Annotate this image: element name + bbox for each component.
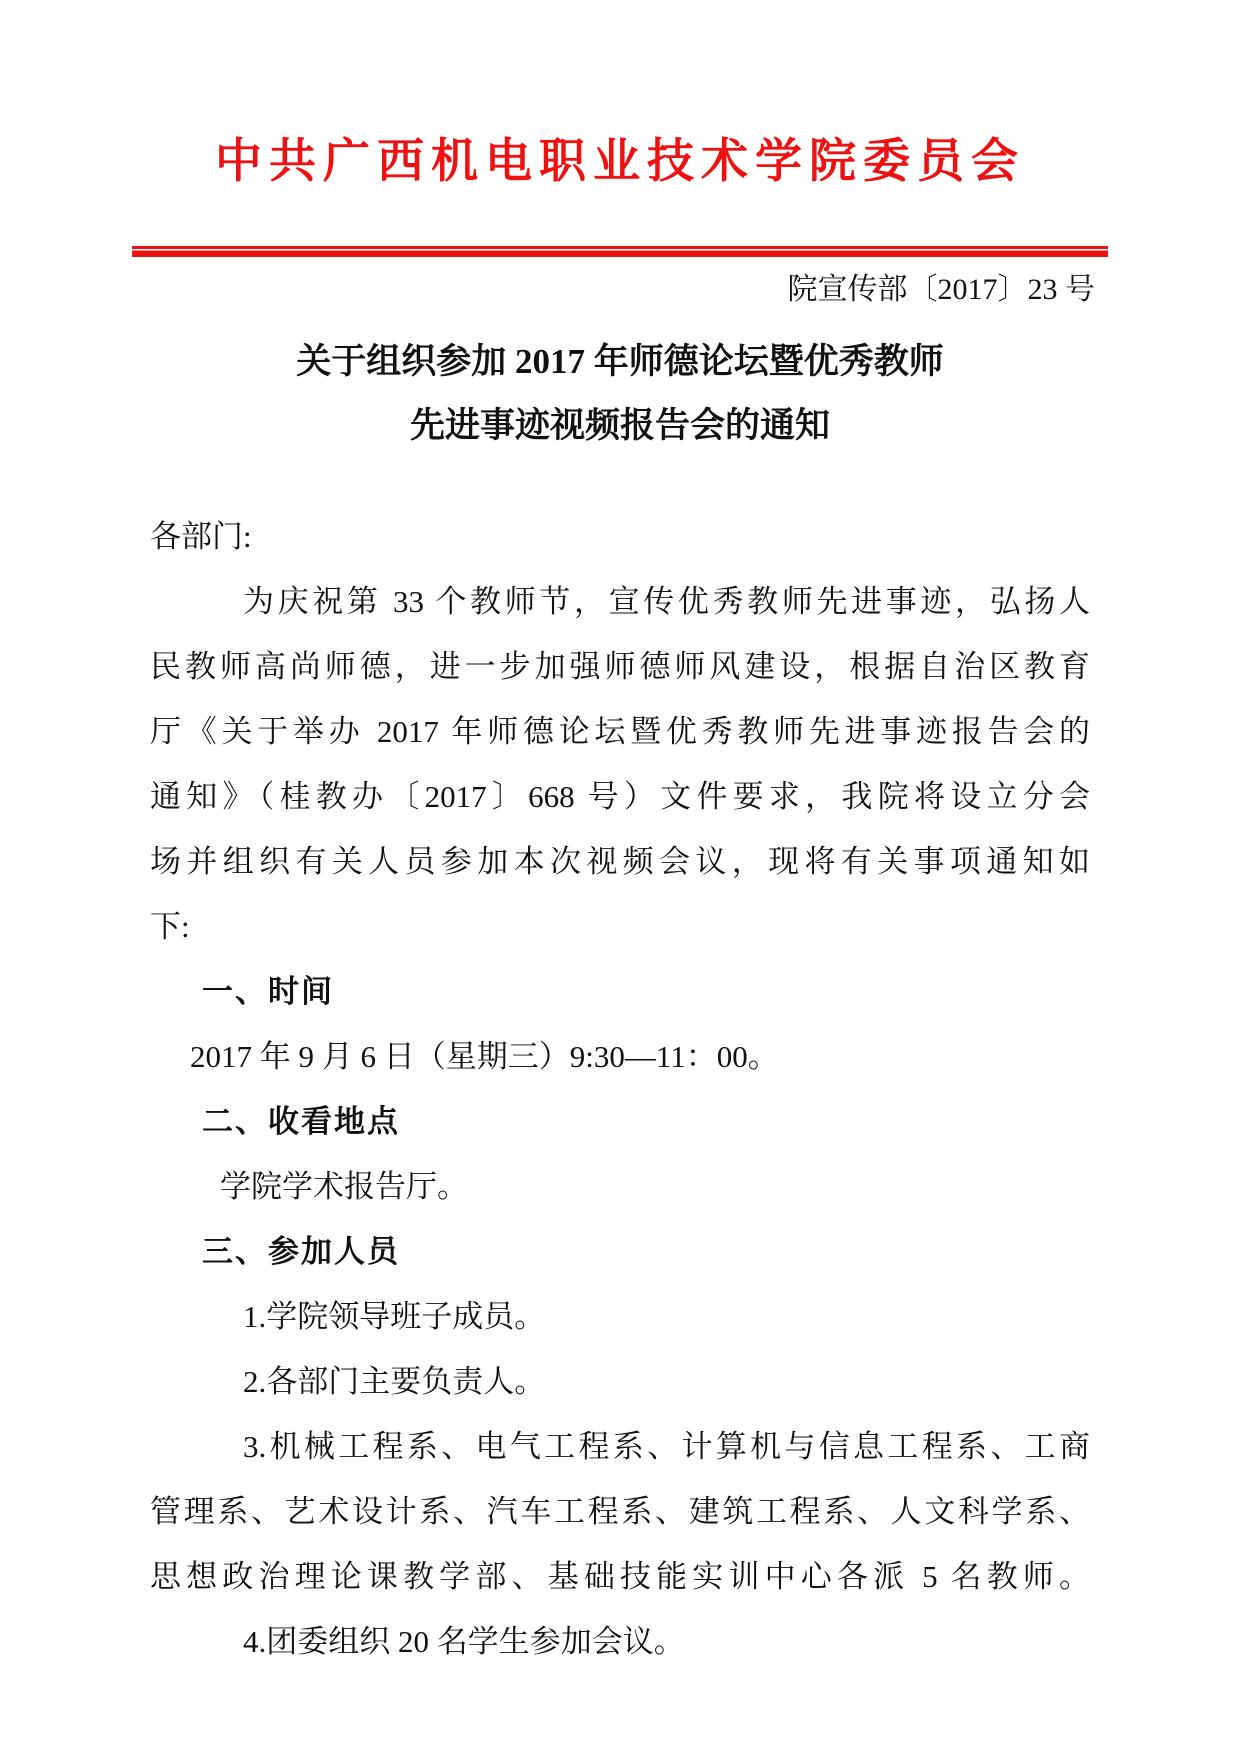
- paragraph-1-line: 厅《关于举办 2017 年师德论坛暨优秀教师先进事迹报告会的: [150, 714, 1090, 749]
- doc-title: [0, 330, 1240, 458]
- section-2-content: 学院学术报告厅。: [220, 1169, 468, 1204]
- section-3-item-line: 管理系、艺术设计系、汽车工程系、建筑工程系、人文科学系、: [150, 1494, 1090, 1529]
- section-3-item: 1.学院领导班子成员。: [243, 1299, 546, 1334]
- doc-title-line1: 关于组织参加 2017 年师德论坛暨优秀教师: [296, 342, 944, 381]
- doc-number: 院宣传部〔2017〕23 号: [787, 273, 1095, 306]
- section-1-content: 2017 年 9 月 6 日（星期三）9:30—11：00。: [190, 1039, 779, 1074]
- section-3-heading: 三、参加人员: [202, 1234, 400, 1269]
- salutation: 各部门:: [150, 519, 252, 554]
- section-2-heading: 二、收看地点: [202, 1104, 400, 1139]
- paragraph-1-line: 为庆祝第 33 个教师节，宣传优秀教师先进事迹，弘扬人: [243, 584, 1090, 619]
- section-3-item: 2.各部门主要负责人。: [243, 1364, 546, 1399]
- paragraph-1-line: 下:: [150, 909, 190, 944]
- section-1-heading: 一、时间: [202, 974, 334, 1009]
- red-separator-rule: [132, 246, 1108, 257]
- paragraph-1-line: 通知》（桂教办〔2017〕668 号）文件要求，我院将设立分会: [150, 779, 1090, 814]
- paragraph-1-line: 场并组织有关人员参加本次视频会议，现将有关事项通知如: [150, 844, 1090, 879]
- letterhead-org-name: 中共广西机电职业技术学院委员会: [215, 136, 1025, 188]
- section-3-item: 4.团委组织 20 名学生参加会议。: [243, 1624, 685, 1659]
- paragraph-1-line: 民教师高尚师德，进一步加强师德师风建设，根据自治区教育: [150, 649, 1090, 684]
- section-3-item-line: 思想政治理论课教学部、基础技能实训中心各派 5 名教师。: [150, 1559, 1090, 1594]
- doc-title-line2: 先进事迹视频报告会的通知: [409, 406, 830, 445]
- section-3-item-line: 3.机械工程系、电气工程系、计算机与信息工程系、工商: [243, 1429, 1090, 1464]
- doc-body: [150, 504, 1090, 1674]
- paragraph-1: [150, 569, 1090, 959]
